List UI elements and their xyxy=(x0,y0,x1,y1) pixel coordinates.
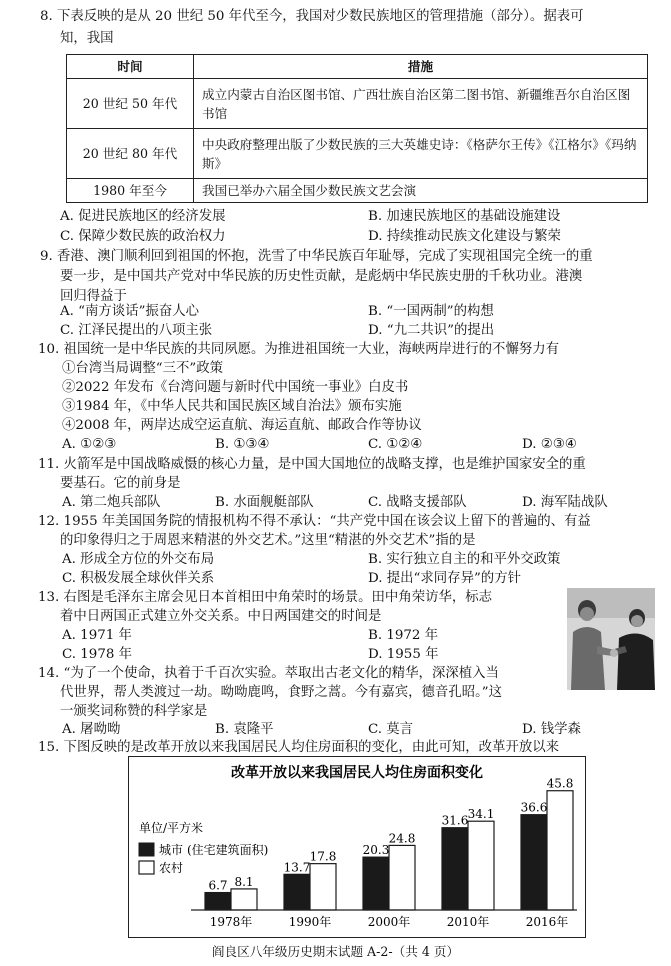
x-tick-label: 1978年 xyxy=(209,915,253,929)
q9-stem-line2: 要一步，是中国共产党对中华民族的历史性贡献，是彪炳中华民族史册的千秋功业。港澳 xyxy=(60,269,583,284)
bar-value-label: 24.8 xyxy=(388,831,416,846)
q11-stem-line1: 11. 火箭军是中国战略威慑的核心力量，是中国大国地位的战略支撑，也是维护国家安全的重 xyxy=(38,457,586,472)
q14-stem-line2: 代世界，帮人类渡过一劫。呦呦鹿鸣，食野之蒿。今有嘉宾，德音孔昭。”这 xyxy=(60,685,503,700)
q8-stem-line1: 8. 下表反映的是从 20 世纪 50 年代至今，我国对少数民族地区的管理措施（部分）。据表可 xyxy=(40,9,584,24)
q14-option-d[interactable]: D. 钱学森 xyxy=(522,722,581,737)
q14-option-b[interactable]: B. 袁隆平 xyxy=(215,722,274,737)
q8-option-d[interactable]: D. 持续推动民族文化建设与繁荣 xyxy=(368,229,561,244)
x-tick-label: 2000年 xyxy=(367,915,411,929)
q11-option-a[interactable]: A. 第二炮兵部队 xyxy=(62,495,161,510)
q12-option-b[interactable]: B. 实行独立自主的和平外交政策 xyxy=(368,552,561,567)
q13-option-a[interactable]: A. 1971 年 xyxy=(62,628,132,643)
q9-option-d[interactable]: D. “九二共识”的提出 xyxy=(368,323,495,338)
meeting-photo xyxy=(567,588,655,690)
bar-value-label: 13.7 xyxy=(283,860,311,875)
q9-stem-line3: 回归得益于 xyxy=(60,289,127,304)
bar-value-label: 34.1 xyxy=(467,807,495,822)
bar-rural xyxy=(231,889,257,910)
q13-option-c[interactable]: C. 1978 年 xyxy=(62,647,133,662)
table-cell-measure: 中央政府整理出版了少数民族的三大英雄史诗：《格萨尔王传》《江格尔》《玛纳斯》 xyxy=(194,129,648,179)
bar-value-label: 36.6 xyxy=(520,800,548,815)
bar-city xyxy=(363,857,389,910)
q12-option-d[interactable]: D. 提出“求同存异”的方针 xyxy=(368,571,521,586)
x-tick-label: 2010年 xyxy=(446,915,490,929)
q10-item: ③1984 年，《中华人民共和国民族区域自治法》颁布实施 xyxy=(62,399,402,414)
q13-stem-line2: 着中日两国正式建立外交关系。中日两国建交的时间是 xyxy=(60,609,382,624)
legend-swatch-rural xyxy=(139,861,154,874)
bar-value-label: 17.8 xyxy=(309,849,337,864)
bar-rural xyxy=(468,821,494,910)
q12-stem-line2: 的印象得归之于周恩来精湛的外交艺术。”这里“精湛的外交艺术”指的是 xyxy=(60,533,476,548)
table-cell-time: 1980 年至今 xyxy=(67,179,194,203)
q9-option-b[interactable]: B. “一国两制”的构想 xyxy=(368,304,494,319)
bar-value-label: 45.8 xyxy=(546,776,574,791)
q14-stem-line3: 一颁奖词称赞的科学家是 xyxy=(60,704,208,719)
chart-title: 改革开放以来我国居民人均住房面积变化 xyxy=(231,765,483,781)
legend-label-rural: 农村 xyxy=(159,861,184,875)
q9-option-a[interactable]: A. “南方谈话”振奋人心 xyxy=(60,304,199,319)
bar-city xyxy=(284,874,310,910)
q8-option-b[interactable]: B. 加速民族地区的基础设施建设 xyxy=(368,209,561,224)
x-tick-label: 1990年 xyxy=(288,915,332,929)
table-row xyxy=(67,79,648,129)
q10-option-d[interactable]: D. ②③④ xyxy=(522,437,577,452)
q14-option-c[interactable]: C. 莫言 xyxy=(368,722,414,737)
x-tick-label: 2016年 xyxy=(525,915,569,929)
q10-stem-line1: 10. 祖国统一是中华民族的共同夙愿。为推进祖国统一大业，海峡两岸进行的不懈努力有 xyxy=(38,342,560,357)
q11-option-d[interactable]: D. 海军陆战队 xyxy=(522,495,608,510)
page-footer: 阎良区八年级历史期末试题 A-2-（共 4 页） xyxy=(211,944,460,959)
table-header-measure: 措施 xyxy=(194,55,648,79)
table-row xyxy=(67,129,648,179)
q14-stem-line1: 14. “为了一个使命，执着于千百次实验。萃取出古老文化的精华，深深植入当 xyxy=(38,666,499,681)
q10-option-b[interactable]: B. ①③④ xyxy=(215,437,270,452)
q10-item: ①台湾当局调整“三不”政策 xyxy=(62,361,223,376)
legend-note-city: (住宅建筑面积) xyxy=(187,843,269,857)
bar-city xyxy=(521,815,547,910)
table-cell-measure: 成立内蒙古自治区图书馆、广西壮族自治区第二图书馆、新疆维吾尔自治区图书馆 xyxy=(194,79,648,129)
housing-area-chart xyxy=(128,756,586,938)
q8-table xyxy=(66,54,648,203)
table-header-time: 时间 xyxy=(67,55,194,79)
bar-value-label: 8.1 xyxy=(234,874,254,889)
chart-unit-label: 单位/平方米 xyxy=(139,821,204,835)
bar-value-label: 6.7 xyxy=(208,878,228,893)
q15-stem-line1: 15. 下图反映的是改革开放以来我国居民人均住房面积的变化，由此可知，改革开放以来 xyxy=(38,740,560,755)
q11-option-b[interactable]: B. 水面舰艇部队 xyxy=(215,495,314,510)
q11-stem-line2: 要基石。它的前身是 xyxy=(60,476,181,491)
bar-value-label: 31.6 xyxy=(441,813,469,828)
legend-label-city: 城市 xyxy=(159,843,184,857)
q12-option-c[interactable]: C. 积极发展全球伙伴关系 xyxy=(62,571,215,586)
table-cell-time: 20 世纪 50 年代 xyxy=(67,79,194,129)
table-cell-measure: 我国已举办六届全国少数民族文艺会演 xyxy=(194,179,648,203)
bar-value-label: 20.3 xyxy=(362,843,390,858)
q13-option-b[interactable]: B. 1972 年 xyxy=(368,628,439,643)
q9-option-c[interactable]: C. 江泽民提出的八项主张 xyxy=(60,323,213,338)
q9-stem-line1: 9. 香港、澳门顺利回到祖国的怀抱，洗雪了中华民族百年耻辱，完成了实现祖国完全统一的重 xyxy=(40,249,593,264)
q13-stem-line1: 13. 右图是毛泽东主席会见日本首相田中角荣时的场景。田中角荣访华，标志 xyxy=(38,590,493,605)
chart-tick-labels xyxy=(210,914,569,929)
q13-option-d[interactable]: D. 1955 年 xyxy=(368,647,439,662)
q10-item: ②2022 年发布《台湾问题与新时代中国统一事业》白皮书 xyxy=(62,380,409,395)
table-cell-time: 20 世纪 80 年代 xyxy=(67,129,194,179)
q12-option-a[interactable]: A. 形成全方位的外交布局 xyxy=(62,552,215,567)
bar-rural xyxy=(547,791,573,910)
q10-item: ④2008 年，两岸达成空运直航、海运直航、邮政合作等协议 xyxy=(62,418,422,433)
table-row xyxy=(67,179,648,203)
q14-option-a[interactable]: A. 屠呦呦 xyxy=(62,722,121,737)
q12-stem-line1: 12. 1955 年美国国务院的情报机构不得不承认：“共产党中国在该会议上留下的普遍的、有益 xyxy=(38,514,591,529)
bar-city xyxy=(442,828,468,910)
bar-rural xyxy=(389,845,415,910)
legend-swatch-city xyxy=(139,843,154,856)
q10-option-c[interactable]: C. ①②④ xyxy=(368,437,423,452)
chart-svg xyxy=(129,757,585,937)
bar-rural xyxy=(310,864,336,910)
q8-stem-line2: 知，我国 xyxy=(60,31,114,46)
bar-city xyxy=(205,893,231,910)
q8-option-a[interactable]: A. 促进民族地区的经济发展 xyxy=(60,209,226,224)
q8-option-c[interactable]: C. 保障少数民族的政治权力 xyxy=(60,229,226,244)
q10-option-a[interactable]: A. ①②③ xyxy=(62,437,117,452)
q11-option-c[interactable]: C. 战略支援部队 xyxy=(368,495,467,510)
